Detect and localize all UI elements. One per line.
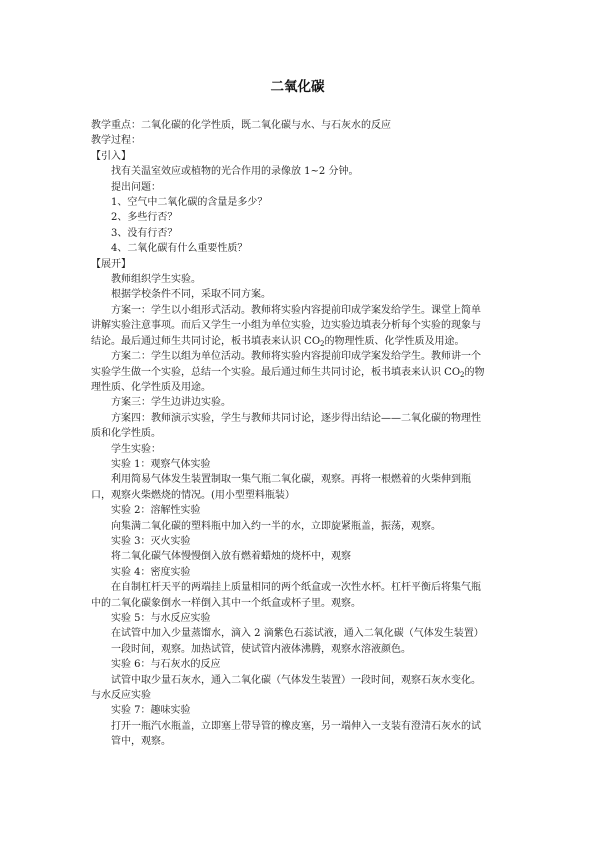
text-line: 结论。最后通过师生共同讨论，板书填表来认识 $CO_2$的物理性质、化学性质及用途。 (91, 335, 465, 348)
text-line: 4、二氧化碳有什么重要性质？ (111, 243, 248, 255)
subscript: 2 (320, 339, 325, 348)
text-line: 3、没有行否？ (111, 227, 178, 239)
text-line: 【展开】 (91, 258, 131, 270)
text-line: 实验 4：密度实验 (111, 566, 191, 578)
text-line: 实验 7：趣味实验 (111, 705, 191, 717)
text-line: 1、空气中二氧化碳的含量是多少？ (111, 197, 268, 209)
text-line: 2、多些行否？ (111, 212, 178, 224)
subscript: 2 (460, 370, 465, 379)
text-line: 找有关温室效应或植物的光合作用的录像放 1~2 分钟。 (111, 166, 359, 178)
text-line: 方案三：学生边讲边实验。 (111, 397, 231, 409)
text-line: 与水反应实验 (91, 690, 151, 702)
text-line: 实验 3：灭火实验 (111, 535, 191, 547)
text-line: 管中，观察。 (111, 736, 171, 748)
text-line: 提出问题： (111, 181, 161, 193)
text-line: 实验 5：与水反应实验 (111, 613, 211, 624)
text-line: 学生实验： (111, 443, 161, 455)
text-line: 教学过程： (91, 135, 141, 147)
text-line: 方案二：学生以组为单位活动。教师将实验内容提前印成学案发给学生。教师讲一个 (111, 351, 481, 363)
document-body (91, 118, 505, 750)
text-line: 将二氧化碳气体慢慢倒入放有燃着蜡烛的烧杯中，观察 (111, 551, 351, 563)
text-line: 根据学校条件不同，采取不同方案。 (111, 289, 271, 301)
text-line: 讲解实验注意事项。而后又学生一小组为单位实验，边实验边填表分析每个实验的现象与 (91, 320, 481, 332)
text-line: 口，观察火柴燃烧的情况。(用小型塑料瓶装） (91, 489, 295, 501)
text-line: 方案一：学生以小组形式活动。教师将实验内容提前印成学案发给学生。课堂上简单 (111, 304, 481, 316)
text-line: 理性质、化学性质及用途。 (91, 381, 211, 393)
text-line: 【引入】 (91, 150, 131, 162)
text-line: 方案四：教师演示实验，学生与教师共同讨论，逐步得出结论——二氧化碳的物理性 (111, 412, 481, 424)
text-line: 一段时间，观察。加热试管，使试管内液体沸腾，观察水溶液颜色。 (111, 643, 411, 655)
text-line: 实验 6：与石灰水的反应 (111, 659, 221, 671)
text-line: 实验 2：溶解性实验 (111, 505, 201, 517)
text-line: 向集满二氧化碳的塑料瓶中加入约一半的水，立即旋紧瓶盖，振荡，观察。 (111, 520, 441, 532)
text-line: 教学重点：二氧化碳的化学性质，既二氧化碳与水、与石灰水的反应 (91, 120, 391, 131)
text-line: 在试管中加入少量蒸馏水，滴入 2 滴紫色石蕊试液，通入二氧化碳（气体发生装置） (111, 628, 484, 640)
text-line: 试管中取少量石灰水，通入二氧化碳（气体发生装置）一段时间，观察石灰水变化。 (111, 674, 481, 686)
text-line: 中的二氧化碳象倒水一样倒入其中一个纸盒或杯子里。观察。 (91, 597, 361, 609)
text-line: 在自制杠杆天平的两端挂上质量相同的两个纸盒或一次性水杯。杠杆平衡后将集气瓶 (111, 582, 481, 594)
text-line: 教师组织学生实验。 (111, 274, 201, 286)
text-line: 打开一瓶汽水瓶盖，立即塞上带导管的橡皮塞，另一端伸入一支装有澄清石灰水的试 (111, 720, 481, 732)
text-line: 实验 1：观察气体实验 (111, 458, 211, 470)
document-title: 二氧化碳 (270, 79, 325, 95)
text-line: 质和化学性质。 (91, 428, 161, 440)
text-line: 利用简易气体发生装置制取一集气瓶二氧化碳，观察。再将一根燃着的火柴伸到瓶 (111, 474, 471, 486)
text-line: 实验学生做一个实验，总结一个实验。最后通过师生共同讨论，板书填表来认识 $CO_2$的物 (91, 366, 485, 379)
